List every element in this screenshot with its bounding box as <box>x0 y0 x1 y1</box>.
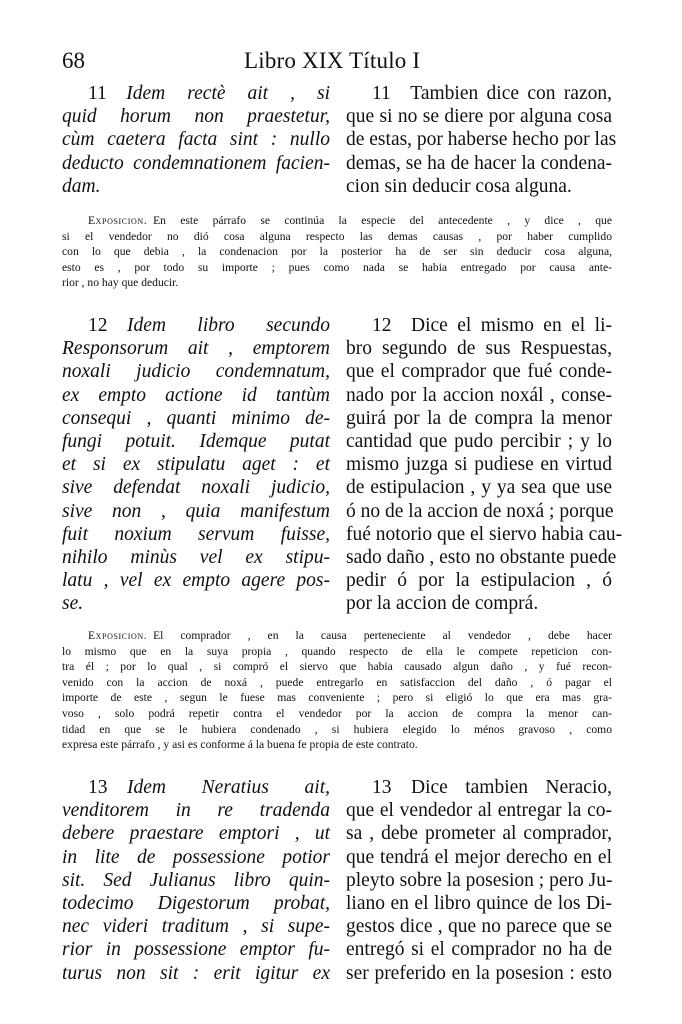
spanish-line: bro segundo de sus Respuestas, <box>346 338 612 360</box>
latin-line: venditorem in re tradenda <box>62 800 330 822</box>
latin-line: fuit noxium servum fuisse, <box>62 523 330 545</box>
section-number: 13 <box>88 777 108 798</box>
spanish-line: nado por la accion noxál , conse- <box>346 384 612 406</box>
spanish-line: cion sin deducir cosa alguna. <box>346 175 572 197</box>
latin-line: todecimo Digestorum probat, <box>62 892 330 914</box>
exposicion-line: tra él ; por lo qual , si compró el siervo que habia causado algun daño , y fué recon- <box>62 660 612 674</box>
latin-text-11 <box>62 82 330 198</box>
latin-line: deducto condemnationem facien- <box>62 152 330 174</box>
exposicion-line: venido con la accion de noxá , puede entregarlo en satisfaccion del daño , ó pagar el <box>62 675 612 689</box>
latin-line: et si ex stipulatu aget : et <box>62 454 330 476</box>
exposicion-line: con lo que debia , la condenacion por la posterior ha de ser sin deducir cosa alguna, <box>62 245 612 259</box>
exposicion-line: si el vendedor no dió cosa alguna respecto las demas causas , por haber cumplido <box>62 229 612 243</box>
exposicion-line: expresa este párrafo , y asi es conforme á la buena fe propia de este contrato. <box>62 738 418 752</box>
spanish-text-11 <box>346 82 617 198</box>
spanish-line: 12 Dice el mismo en el li- <box>372 315 612 336</box>
exposicion-line: importe de este , segun le fuese mas conveniente ; pero si eligió lo que era mas gra- <box>62 691 612 705</box>
spanish-line: que si no se diere por alguna cosa <box>346 106 612 128</box>
spanish-line: pleyto sobre la posesion ; pero Ju- <box>346 869 613 891</box>
latin-line: ex empto actione id tantùm <box>62 384 330 406</box>
running-head: Libro XIX Título I <box>244 48 421 73</box>
exposicion-label: Exposicion. <box>88 629 148 642</box>
exposicion-line: lo mismo que en la suya propia , quando respecto de ella le compete repeticion con- <box>62 644 612 658</box>
spanish-text-12 <box>346 314 623 615</box>
latin-line: 13 Idem Neratius ait, <box>88 777 330 798</box>
latin-line: 12 Idem libro secundo <box>88 315 330 336</box>
exposicion-line: tidad en que se le hubiera condenado , si hubiera elegido lo ménos gravoso , como <box>62 722 612 736</box>
latin-line: 11 Idem rectè ait , si <box>88 83 330 104</box>
latin-line: rior in possessione emptor fu- <box>62 939 330 961</box>
exposicion-label: Exposicion. <box>88 214 148 227</box>
latin-line: consequi , quanti minimo de- <box>62 407 330 429</box>
spanish-line: por la accion de comprá. <box>346 593 539 615</box>
latin-line: debere praestare emptori , ut <box>62 823 330 845</box>
exposicion-line: voso , solo podrá repetir contra el vendedor por la accion de compra la menor can- <box>62 706 612 720</box>
latin-line: nihilo minùs vel ex stipu- <box>62 546 330 568</box>
spanish-line: gestos dice , que no parece que se <box>346 916 612 938</box>
spanish-line: ser preferido en la posesion : esto <box>346 962 612 984</box>
section-number: 12 <box>88 315 108 336</box>
latin-line: sive non , quia manifestum <box>62 500 330 522</box>
exposicion-12 <box>62 628 612 753</box>
spanish-line: ó no de la accion de noxá ; porque <box>346 500 614 522</box>
spanish-line: guirá por la de compra la menor <box>346 407 612 429</box>
spanish-text-13 <box>346 776 612 985</box>
spanish-line: 13 Dice tambien Neracio, <box>372 777 612 798</box>
latin-line: cùm caetera facta sint : nullo <box>62 129 330 151</box>
exposicion-line: Exposicion. El comprador , en la causa perteneciente al vendedor , debe hacer <box>88 629 612 642</box>
exposicion-line: rior , no hay que deducir. <box>62 276 179 290</box>
spanish-line: que el vendedor al entregar la co- <box>346 800 612 822</box>
latin-line: turus non sit : erit igitur ex <box>62 962 330 984</box>
section-number: 13 <box>372 777 392 798</box>
spanish-line: 11 Tambien dice con razon, <box>372 83 612 104</box>
section-number: 11 <box>372 83 391 104</box>
spanish-line: mismo juzga si pudiese en virtud <box>346 454 612 476</box>
section-number: 11 <box>88 83 107 104</box>
spanish-line: de estas, por haberse hecho por las <box>346 129 617 151</box>
exposicion-11 <box>62 213 612 291</box>
spanish-line: que el comprador que fué conde- <box>346 361 612 383</box>
latin-line: se. <box>62 593 84 615</box>
spanish-line: fué notorio que el siervo habia cau- <box>346 523 623 545</box>
latin-line: sive defendat noxali judicio, <box>62 477 330 499</box>
exposicion-line: Exposicion. En este párrafo se continúa la especie del antecedente , y dice , que <box>88 214 612 227</box>
latin-line: quid horum non praestetur, <box>62 106 330 128</box>
latin-line: dam. <box>62 175 101 197</box>
spanish-line: entregó si el comprador no ha de <box>346 939 612 961</box>
spanish-line: que tendrá el mejor derecho en el <box>346 846 612 868</box>
spanish-line: liano en el libro quince de los Di- <box>346 892 612 914</box>
spanish-line: demas, se ha de hacer la condena- <box>346 152 612 174</box>
spanish-line: sado daño , esto no obstante puede <box>346 546 617 568</box>
latin-line: noxali judicio condemnatum, <box>62 361 330 383</box>
section-number: 12 <box>372 315 392 336</box>
latin-line: nec videri traditum , si supe- <box>62 916 330 938</box>
latin-line: latu , vel ex empto agere pos- <box>62 570 330 592</box>
spanish-line: pedir ó por la estipulacion , ó <box>346 570 612 592</box>
page-number: 68 <box>62 48 85 73</box>
latin-line: in lite de possessione potior <box>62 846 330 868</box>
latin-text-12 <box>62 314 330 615</box>
spanish-line: sa , debe prometer al comprador, <box>346 823 612 845</box>
latin-line: fungi potuit. Idemque putat <box>62 430 330 452</box>
exposicion-line: esto es , por todo su importe ; pues como nada se habia entregado por causa ante- <box>62 260 612 274</box>
latin-line: sit. Sed Julianus libro quin- <box>62 869 330 891</box>
latin-text-13 <box>62 776 330 985</box>
spanish-line: cantidad que pudo percibir ; y lo <box>346 430 612 452</box>
spanish-line: de estipulacion , y ya sea que use <box>346 477 612 499</box>
latin-line: Responsorum ait , emptorem <box>62 338 330 360</box>
